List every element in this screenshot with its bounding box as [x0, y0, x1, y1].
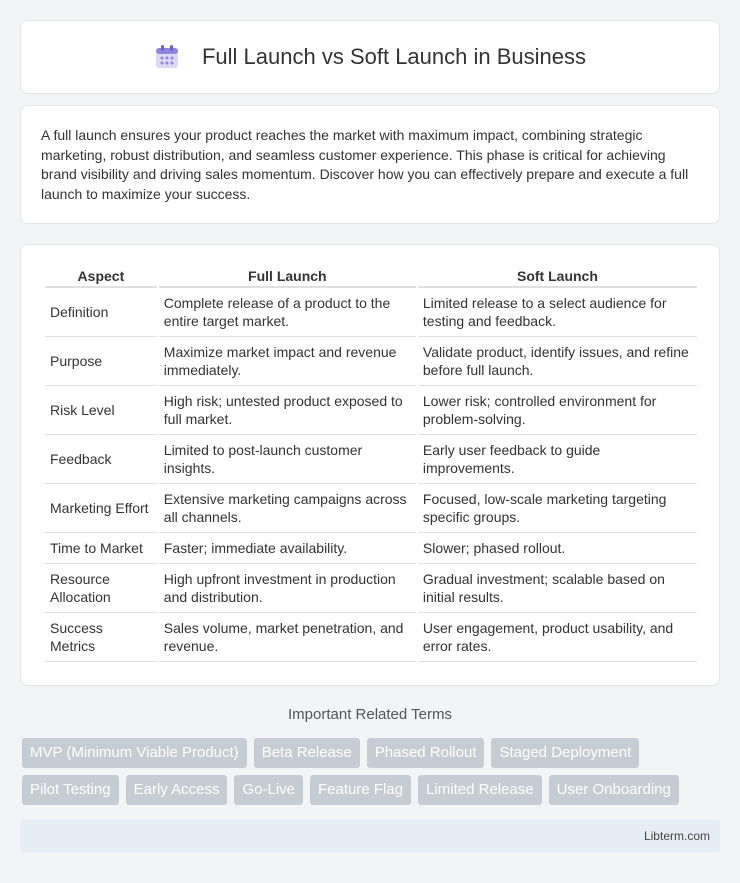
row-aspect: Success Metrics	[45, 613, 157, 662]
related-term-tag[interactable]: Staged Deployment	[491, 738, 639, 768]
table-row	[45, 435, 697, 484]
related-terms-list	[22, 738, 722, 812]
row-soft-launch: User engagement, product usability, and error rates.	[418, 613, 697, 662]
row-aspect: Feedback	[45, 435, 157, 484]
footer-site-link[interactable]: Libterm.com	[643, 829, 710, 843]
page-title: Full Launch vs Soft Launch in Business	[201, 44, 586, 69]
row-soft-launch: Gradual investment; scalable based on initial results.	[418, 564, 697, 613]
header-soft-launch: Soft Launch	[418, 265, 697, 288]
row-full-launch: Faster; immediate availability.	[159, 533, 416, 564]
related-term-tag[interactable]: MVP (Minimum Viable Product)	[22, 738, 247, 768]
row-full-launch: Extensive marketing campaigns across all channels.	[159, 484, 416, 533]
related-term-tag[interactable]: Early Access	[126, 775, 228, 805]
intro-card	[20, 105, 720, 224]
row-full-launch: Sales volume, market penetration, and revenue.	[159, 613, 416, 662]
table-row	[45, 613, 697, 662]
row-soft-launch: Limited release to a select audience for testing and feedback.	[418, 288, 697, 337]
related-term-tag[interactable]: Beta Release	[254, 738, 360, 768]
header-card	[20, 20, 720, 94]
row-aspect: Time to Market	[45, 533, 157, 564]
row-full-launch: Limited to post-launch customer insights.	[159, 435, 416, 484]
footer	[20, 819, 720, 853]
related-term-tag[interactable]: User Onboarding	[549, 775, 679, 805]
related-term-tag[interactable]: Pilot Testing	[22, 775, 119, 805]
table-row	[45, 484, 697, 533]
table-row	[45, 564, 697, 613]
intro-text: A full launch ensures your product reaches the market with maximum impact, combining strategic marketing, robust distribution, and seamless customer experience. This phase is critical for achieving brand visibility and driving sales momentum. Discover how you can effectively prepare and execute a full launch to maximize your success.	[41, 127, 689, 202]
row-soft-launch: Early user feedback to guide improvements.	[418, 435, 697, 484]
comparison-table	[43, 265, 699, 662]
comparison-table-card	[20, 244, 720, 686]
row-full-launch: High risk; untested product exposed to full market.	[159, 386, 416, 435]
table-header-row	[45, 265, 697, 288]
related-term-tag[interactable]: Feature Flag	[310, 775, 411, 805]
row-soft-launch: Slower; phased rollout.	[418, 533, 697, 564]
table-row	[45, 533, 697, 564]
row-aspect: Marketing Effort	[45, 484, 157, 533]
row-soft-launch: Validate product, identify issues, and refine before full launch.	[418, 337, 697, 386]
calendar-icon	[154, 44, 180, 70]
row-aspect: Risk Level	[45, 386, 157, 435]
related-term-tag[interactable]: Go-Live	[234, 775, 303, 805]
row-aspect: Purpose	[45, 337, 157, 386]
table-row	[45, 288, 697, 337]
row-full-launch: Complete release of a product to the entire target market.	[159, 288, 416, 337]
table-row	[45, 386, 697, 435]
related-term-tag[interactable]: Phased Rollout	[367, 738, 485, 768]
related-terms-title: Important Related Terms	[288, 706, 452, 723]
row-soft-launch: Focused, low-scale marketing targeting specific groups.	[418, 484, 697, 533]
row-full-launch: High upfront investment in production and distribution.	[159, 564, 416, 613]
row-aspect: Resource Allocation	[45, 564, 157, 613]
header-aspect: Aspect	[45, 265, 157, 288]
header-full-launch: Full Launch	[159, 265, 416, 288]
related-term-tag[interactable]: Limited Release	[418, 775, 542, 805]
row-soft-launch: Lower risk; controlled environment for problem-solving.	[418, 386, 697, 435]
table-row	[45, 337, 697, 386]
row-aspect: Definition	[45, 288, 157, 337]
row-full-launch: Maximize market impact and revenue immediately.	[159, 337, 416, 386]
